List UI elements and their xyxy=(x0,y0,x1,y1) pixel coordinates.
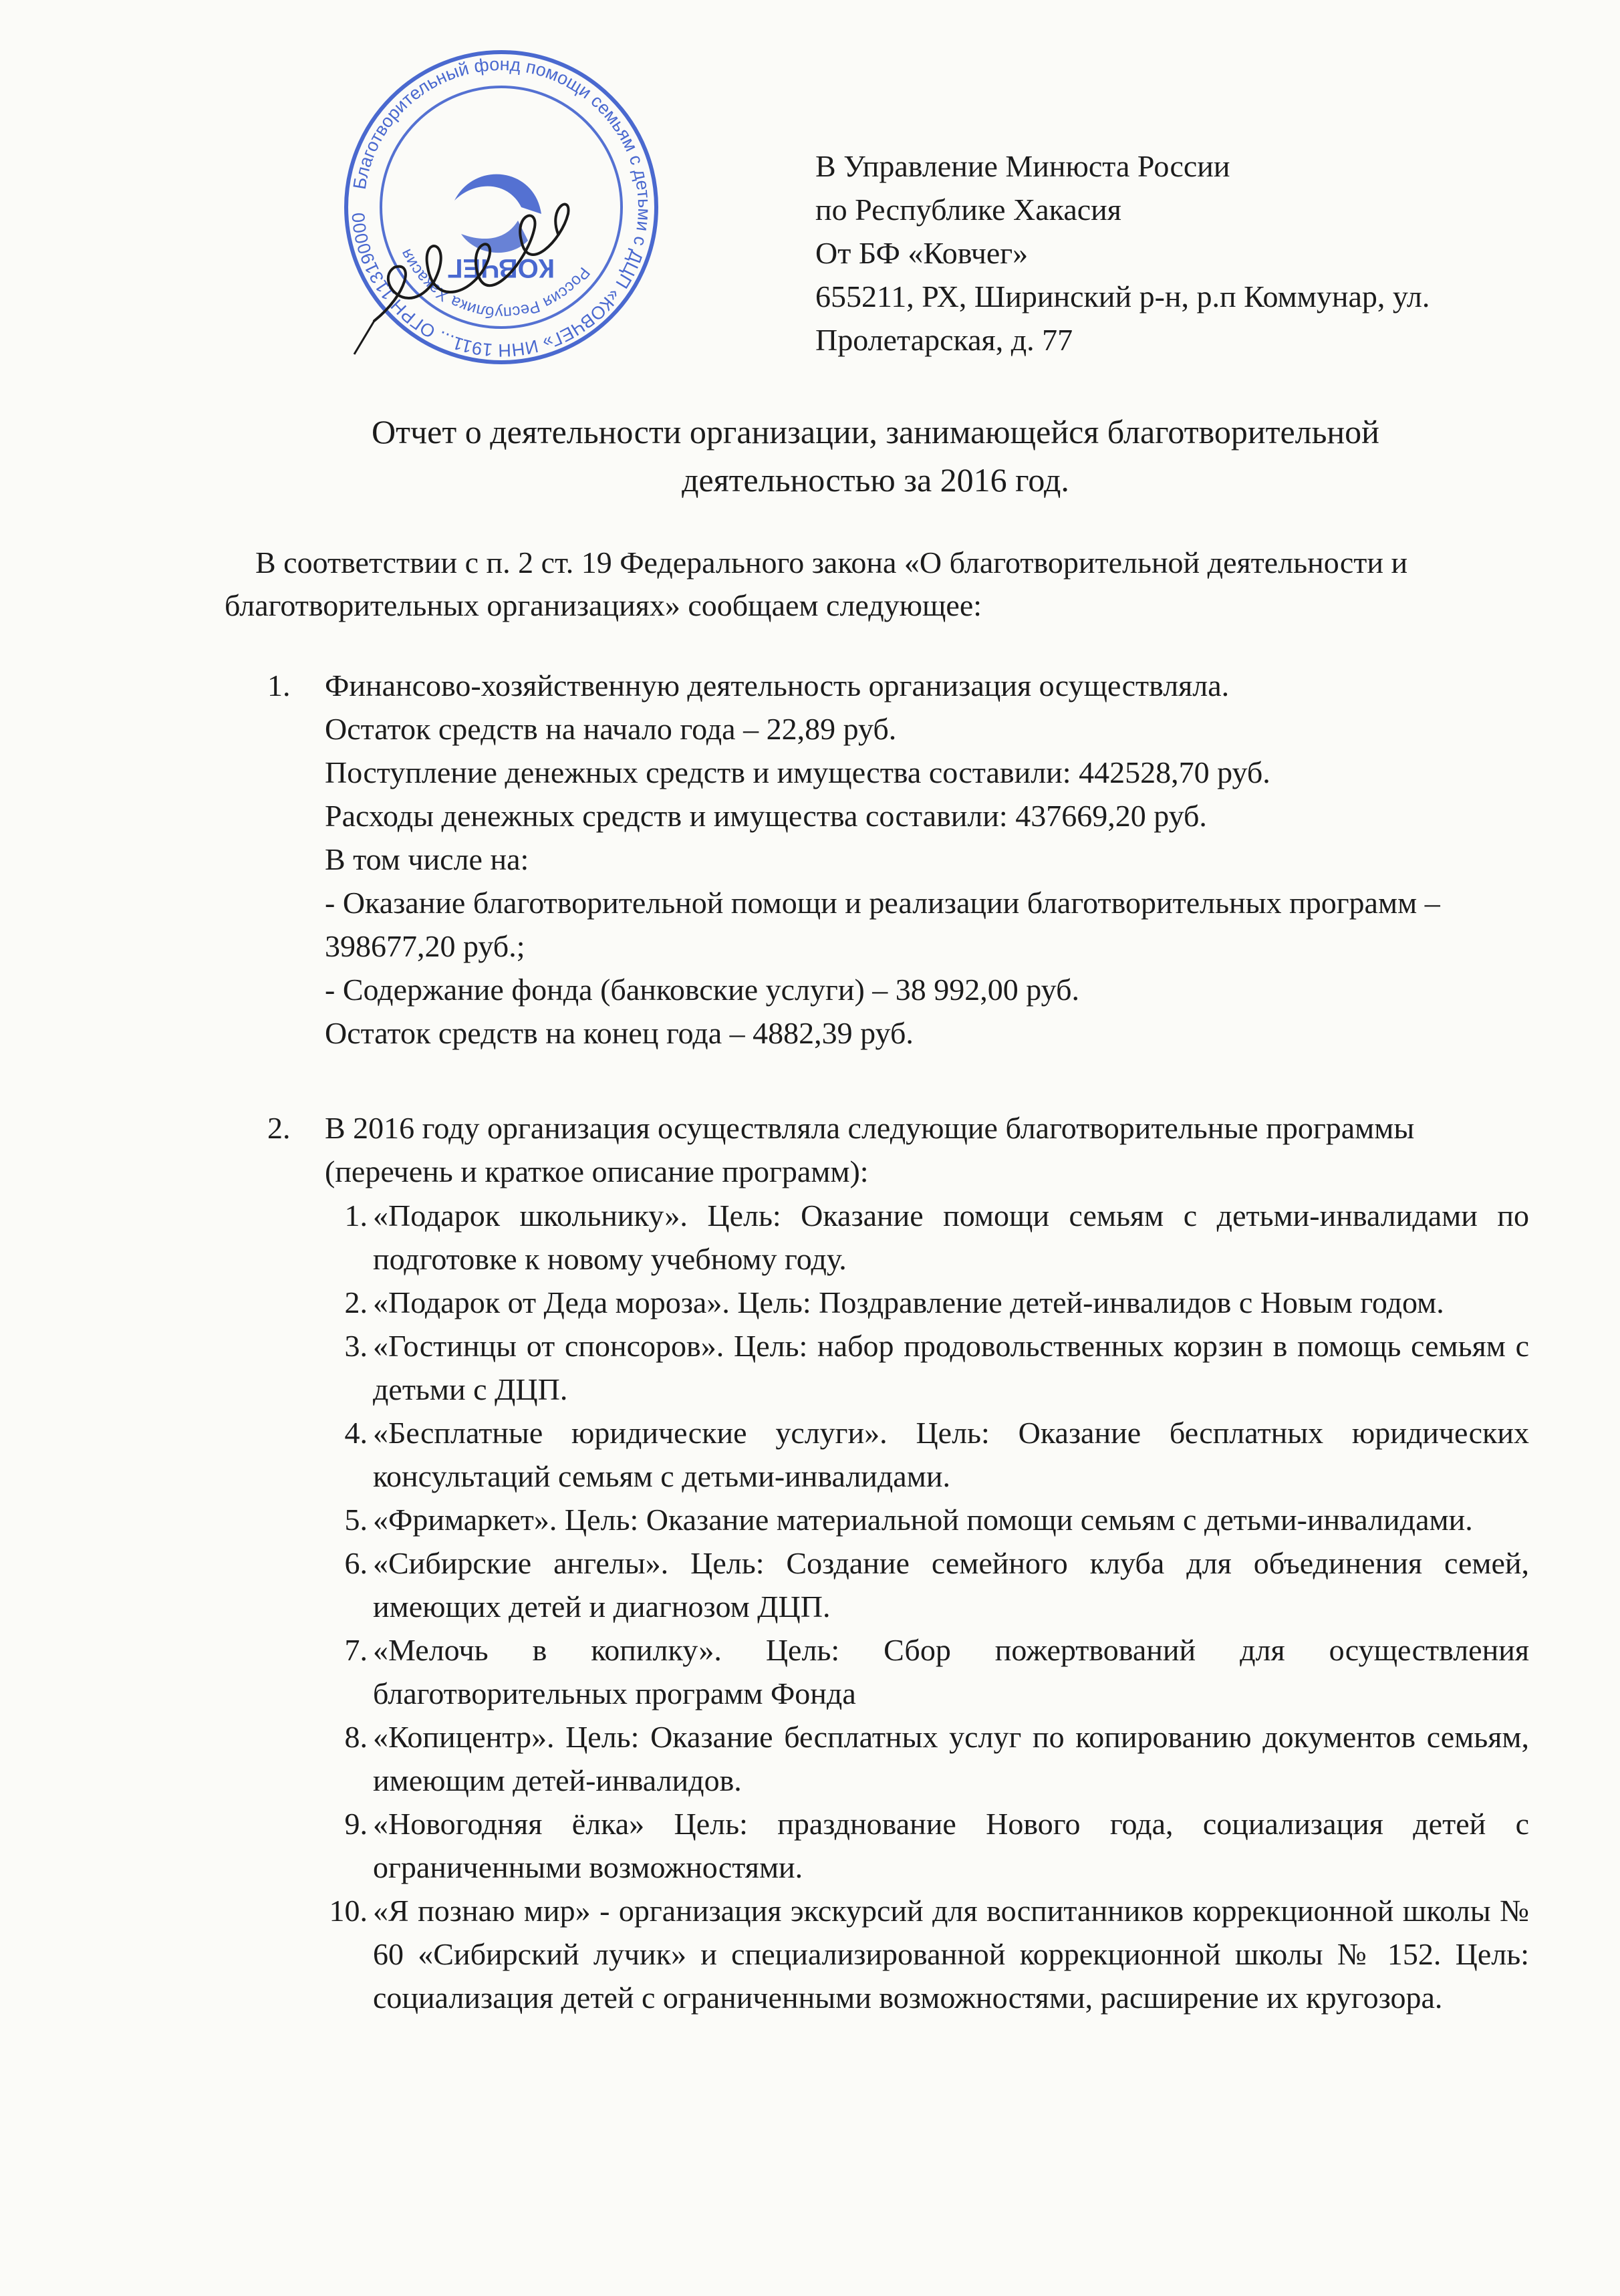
list-item xyxy=(321,1889,1529,2019)
section-number: 2. xyxy=(267,1111,291,1145)
list-item xyxy=(321,1802,1529,1889)
list-item xyxy=(321,1628,1529,1715)
financial-line: Финансово-хозяйственную деятельность организация осуществляла. xyxy=(325,668,1230,703)
financial-line: Поступление денежных средств и имущества составили: 442528,70 руб. xyxy=(325,755,1270,789)
list-item-number: 1. xyxy=(344,1198,368,1233)
document-title xyxy=(221,408,1530,504)
list-item-number: 2. xyxy=(344,1285,368,1319)
list-item-text: «Новогодняя ёлка» Цель: празднование Нового года, социализация детей с ограниченными возможностями. xyxy=(373,1807,1529,1884)
list-item-number: 10. xyxy=(329,1894,368,1928)
list-item xyxy=(321,1498,1529,1541)
financial-line: Остаток средств на конец года – 4882,39 руб. xyxy=(325,1016,914,1050)
stamp-logo-text: КОВЧЕГ xyxy=(447,253,555,283)
title-line: деятельностью за 2016 год. xyxy=(682,461,1069,499)
stamp-outer-text: Благотворительный фонд помощи семьям с детьми с ДЦП «КОВЧЕГ» ИНН 1911... ОГРН 113190000 xyxy=(348,53,655,361)
section-financial xyxy=(267,664,1530,1055)
list-item xyxy=(321,1194,1529,1281)
list-item-text: «Подарок школьнику». Цель: Оказание помощи семьям с детьми-инвалидами по подготовке к новому учебному году. xyxy=(373,1198,1529,1276)
list-item xyxy=(321,1281,1529,1324)
list-item-text: «Я познаю мир» - организация экскурсий для воспитанников коррекционной школы № 60 «Сибирский лучик» и специализированной коррекционной школы № 152. Цель: социализация детей с ограниченными возможностями, расширение их кругозора. xyxy=(373,1894,1529,2015)
list-item xyxy=(321,1324,1529,1411)
list-item-text: «Фримаркет». Цель: Оказание материальной помощи семьям с детьми-инвалидами. xyxy=(373,1503,1473,1537)
list-item-number: 3. xyxy=(344,1329,368,1363)
stamp-seal-icon xyxy=(334,40,668,374)
list-item-number: 8. xyxy=(344,1720,368,1754)
financial-line: Остаток средств на начало года – 22,89 руб. xyxy=(325,712,897,746)
list-item-text: «Сибирские ангелы». Цель: Создание семейного клуба для объединения семей, имеющих детей и диагнозом ДЦП. xyxy=(373,1546,1529,1624)
financial-line: Расходы денежных средств и имущества составили: 437669,20 руб. xyxy=(325,799,1207,833)
list-item-number: 5. xyxy=(344,1503,368,1537)
financial-line: - Содержание фонда (банковские услуги) – 38 992,00 руб. xyxy=(325,973,1079,1007)
addressee-line: 655211, РХ, Ширинский р-н, р.п Коммунар, ул. xyxy=(815,279,1430,313)
addressee-line: Пролетарская, д. 77 xyxy=(815,323,1073,357)
list-item xyxy=(321,1715,1529,1802)
section-programs xyxy=(267,1106,1530,1193)
addressee-line: В Управление Минюста России xyxy=(815,149,1230,183)
section-number: 1. xyxy=(267,668,291,703)
financial-line: В том числе на: xyxy=(325,842,529,876)
list-item-text: «Подарок от Деда мороза». Цель: Поздравление детей-инвалидов с Новым годом. xyxy=(373,1285,1444,1319)
addressee-line: От БФ «Ковчег» xyxy=(815,236,1029,270)
programs-intro: В 2016 году организация осуществляла следующие благотворительные программы (перечень и краткое описание программ): xyxy=(325,1111,1415,1188)
organization-stamp xyxy=(334,40,668,374)
list-item-number: 4. xyxy=(344,1416,368,1450)
list-item-number: 6. xyxy=(344,1546,368,1580)
list-item-text: «Бесплатные юридические услуги». Цель: Оказание бесплатных юридических консультаций семьям с детьми-инвалидами. xyxy=(373,1416,1529,1493)
list-item xyxy=(321,1541,1529,1628)
title-line: Отчет о деятельности организации, занимающейся благотворительной xyxy=(372,413,1379,451)
intro-paragraph: В соответствии с п. 2 ст. 19 Федерального закона «О благотворительной деятельности и благотворительных организациях» сообщаем следующее: xyxy=(225,545,1408,622)
stamp-inner-text: Россия Республика Хакасия xyxy=(396,246,593,322)
list-item-text: «Гостинцы от спонсоров». Цель: набор продовольственных корзин в помощь семьям с детьми с ДЦП. xyxy=(373,1329,1529,1406)
list-item xyxy=(321,1411,1529,1498)
list-item-number: 9. xyxy=(344,1807,368,1841)
financial-line: - Оказание благотворительной помощи и реализации благотворительных программ – 398677,20 руб.; xyxy=(325,886,1440,963)
list-item-text: «Мелочь в копилку». Цель: Сбор пожертвований для осуществления благотворительных программ Фонда xyxy=(373,1633,1529,1710)
addressee-line: по Республике Хакасия xyxy=(815,193,1121,227)
addressee-block xyxy=(815,144,1510,362)
programs-list xyxy=(321,1194,1529,2019)
list-item-text: «Копицентр». Цель: Оказание бесплатных услуг по копированию документов семьям, имеющим детей-инвалидов. xyxy=(373,1720,1529,1797)
list-item-number: 7. xyxy=(344,1633,368,1667)
